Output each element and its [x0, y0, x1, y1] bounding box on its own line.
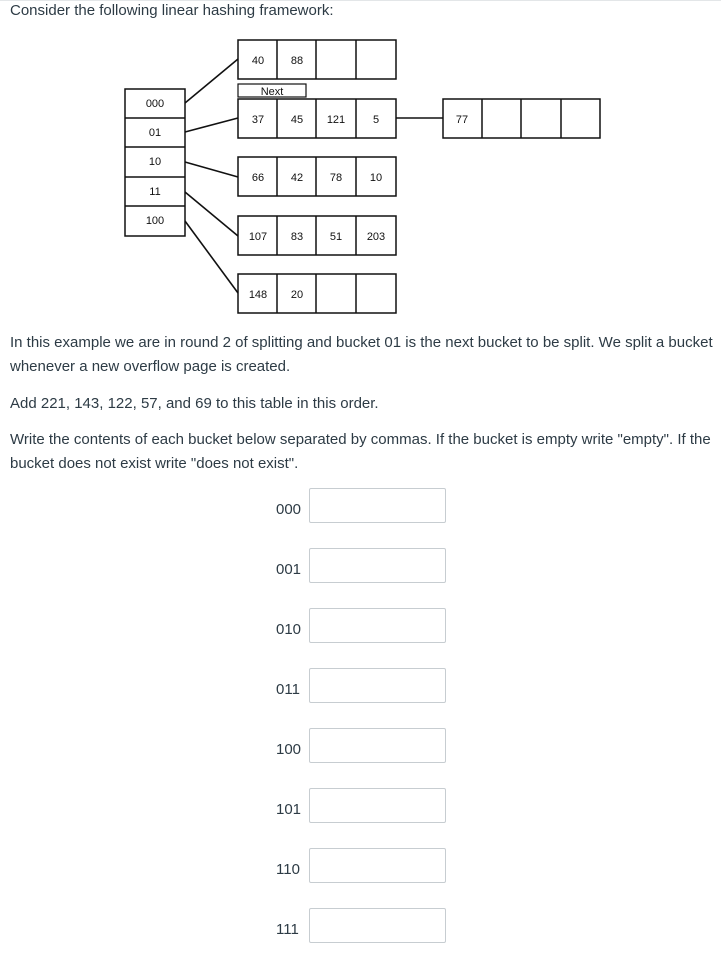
- linear-hashing-diagram: [0, 0, 721, 330]
- bucket-2-slot-2: 78: [329, 172, 343, 184]
- problem-description: In this example we are in round 2 of splitting and bucket 01 is the next bucket to be split. We split a bucket whenever a new overflow page is created.: [10, 334, 713, 375]
- bucket-0-slot-1: 88: [290, 55, 304, 67]
- answer-input-110[interactable]: [309, 848, 446, 883]
- bucket-2-slot-0: 66: [251, 172, 265, 184]
- bucket-2-slot-3: 10: [369, 172, 383, 184]
- directory-pointers: [185, 59, 238, 293]
- overflow-slot-0: 77: [455, 114, 469, 126]
- answer-input-010[interactable]: [309, 608, 446, 643]
- bucket-4-slot-1: 20: [290, 289, 304, 301]
- answer-input-000[interactable]: [309, 488, 446, 523]
- bucket-1-slot-3: 5: [372, 114, 380, 126]
- answer-input-101[interactable]: [309, 788, 446, 823]
- intro-text: Consider the following linear hashing framework:: [10, 2, 334, 19]
- bucket-1-slot-2: 121: [326, 114, 346, 126]
- insert-instruction: Add 221, 143, 122, 57, and 69 to this table in this order.: [10, 395, 379, 412]
- bucket-label-100: 100: [276, 741, 302, 758]
- bucket-3-slot-0: 107: [248, 231, 268, 243]
- bucket-4-slot-0: 148: [248, 289, 268, 301]
- bucket-1-slot-0: 37: [251, 114, 265, 126]
- directory-entry-01: 01: [148, 127, 162, 139]
- bucket-label-011: 011: [276, 681, 300, 698]
- bucket-label-110: 110: [276, 861, 300, 878]
- bucket-2-slot-1: 42: [290, 172, 304, 184]
- bucket-3-slot-1: 83: [290, 231, 304, 243]
- bucket-3-slot-3: 203: [366, 231, 386, 243]
- bucket-0-slot-0: 40: [251, 55, 265, 67]
- bucket-3-slot-2: 51: [329, 231, 343, 243]
- directory-entry-10: 10: [148, 156, 162, 168]
- answer-input-111[interactable]: [309, 908, 446, 943]
- bucket-label-001: 001: [276, 561, 302, 578]
- next-pointer-label: Next: [260, 86, 284, 98]
- directory-entry-11: 11: [149, 186, 161, 198]
- answer-input-100[interactable]: [309, 728, 446, 763]
- bucket-label-000: 000: [276, 501, 302, 518]
- bucket-label-101: 101: [276, 801, 302, 818]
- answer-input-011[interactable]: [309, 668, 446, 703]
- directory-entry-100: 100: [145, 215, 165, 227]
- answer-instruction: Write the contents of each bucket below separated by commas. If the bucket is empty write "empty". If the bucket does not exist write "does not exist".: [10, 431, 711, 472]
- bucket-label-111: 111: [276, 921, 299, 938]
- directory-entry-000: 000: [145, 98, 165, 110]
- bucket-label-010: 010: [276, 621, 302, 638]
- bucket-1-slot-1: 45: [290, 114, 304, 126]
- answer-input-001[interactable]: [309, 548, 446, 583]
